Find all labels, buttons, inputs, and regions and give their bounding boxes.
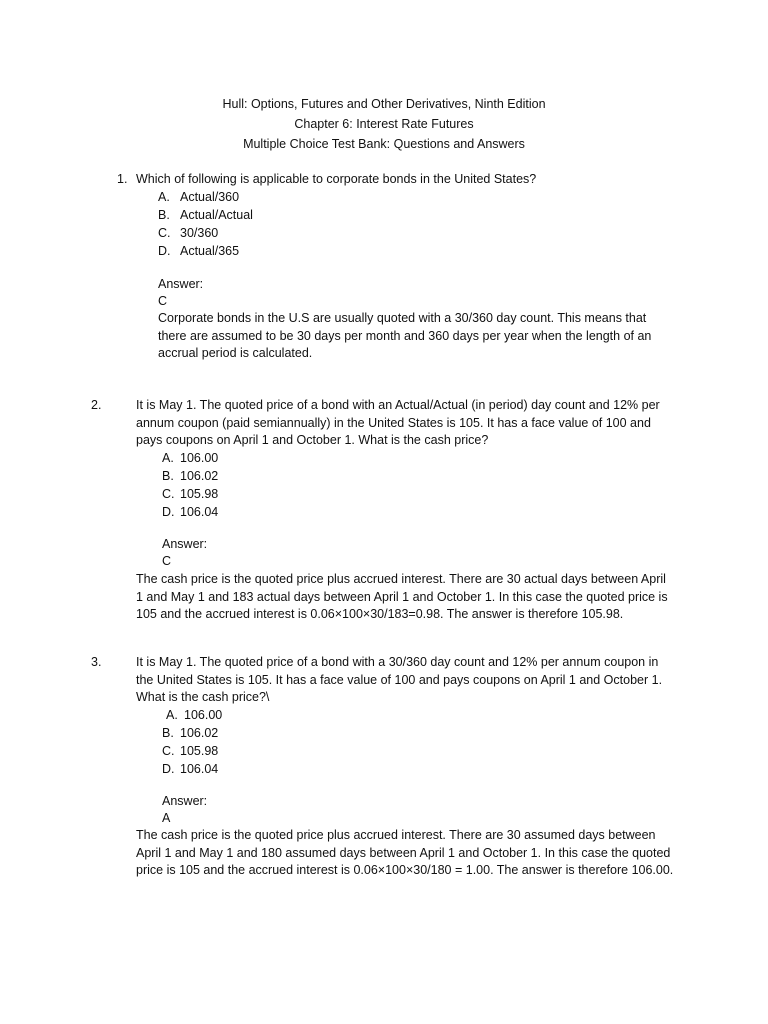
option-text: 106.02 — [180, 469, 219, 483]
option-letter: B. — [162, 726, 174, 740]
option-text: 30/360 — [180, 226, 219, 240]
option-letter: A. — [162, 451, 174, 465]
option-a — [158, 188, 253, 206]
option-d — [162, 760, 222, 778]
book-title: Hull: Options, Futures and Other Derivatives, Ninth Edition — [222, 97, 546, 111]
explanation-line: there are assumed to be 30 days per month and 360 days per year when the length of an — [158, 328, 652, 343]
option-text: Actual/Actual — [180, 208, 253, 222]
option-text: Actual/365 — [180, 244, 240, 258]
explanation-line: Corporate bonds in the U.S are usually quoted with a 30/360 day count. This means that — [158, 311, 647, 325]
explanation-line: accrual period is calculated. — [158, 346, 313, 360]
option-letter: D. — [162, 762, 175, 776]
option-d — [162, 503, 218, 521]
explanation — [136, 827, 673, 880]
option-letter: C. — [162, 744, 175, 758]
explanation-line: 1 and May 1 and 183 actual days between April 1 and October 1. In this case the quoted price is — [136, 589, 668, 604]
option-letter: C. — [158, 226, 171, 240]
option-letter: C. — [162, 487, 175, 501]
stem-line: It is May 1. The quoted price of a bond with a 30/360 day count and 12% per annum coupon in — [136, 655, 659, 669]
option-text: 106.04 — [180, 505, 219, 519]
option-text: 105.98 — [180, 487, 219, 501]
question-stem — [136, 171, 536, 189]
answer-label: Answer: A — [162, 794, 208, 825]
answer-label: Answer: C — [158, 277, 204, 308]
stem-line: Which of following is applicable to corporate bonds in the United States? — [136, 172, 537, 186]
question-stem — [136, 397, 660, 450]
option-b — [158, 206, 253, 224]
stem-line: the United States is 105. It has a face value of 100 and pays coupons on April 1 and October 1. — [136, 672, 663, 687]
explanation-line: April 1 and May 1 and 180 assumed days between April 1 and October 1. In this case the quoted — [136, 845, 671, 860]
stem-line: It is May 1. The quoted price of a bond with an Actual/Actual (in period) day count and 12% per — [136, 398, 660, 412]
test-bank-title: Multiple Choice Test Bank: Questions and Answers — [243, 137, 525, 151]
answer-label: Answer: C — [162, 537, 208, 568]
option-b — [162, 467, 218, 485]
option-b — [162, 724, 222, 742]
option-a — [166, 706, 222, 724]
option-text: 105.98 — [180, 744, 219, 758]
options-list — [162, 706, 222, 778]
stem-line: What is the cash price?\ — [136, 690, 270, 704]
document-header — [0, 94, 768, 154]
question-number: 1. — [117, 172, 128, 186]
option-text: 106.02 — [180, 726, 219, 740]
option-letter: A. — [158, 190, 170, 204]
option-c — [162, 485, 218, 503]
explanation-line: The cash price is the quoted price plus accrued interest. There are 30 assumed days between — [136, 828, 656, 842]
stem-line: annum coupon (paid semiannually) in the United States is 105. It has a face value of 100 and — [136, 415, 651, 430]
option-text: Actual/360 — [180, 190, 240, 204]
options-list — [158, 188, 253, 260]
option-letter: B. — [162, 469, 174, 483]
option-text: 106.00 — [184, 708, 223, 722]
option-c — [162, 742, 222, 760]
stem-line: pays coupons on April 1 and October 1. What is the cash price? — [136, 433, 489, 447]
option-letter: A. — [166, 708, 178, 722]
question-number: 2. — [91, 398, 102, 412]
option-text: 106.00 — [180, 451, 219, 465]
explanation — [158, 310, 651, 363]
option-d — [158, 242, 253, 260]
options-list — [162, 449, 218, 521]
explanation-line: price is 105 and the accrued interest is 0.06×100×30/180 = 1.00. The answer is therefore 106.00. — [136, 863, 674, 877]
option-letter: B. — [158, 208, 170, 222]
question-number: 3. — [91, 655, 102, 669]
explanation — [136, 571, 668, 624]
option-text: 106.04 — [180, 762, 219, 776]
option-letter: D. — [162, 505, 175, 519]
option-a — [162, 449, 218, 467]
question-stem — [136, 654, 662, 707]
explanation-line: 105 and the accrued interest is 0.06×100×30/183=0.98. The answer is therefore 105.98. — [136, 607, 624, 621]
chapter-title: Chapter 6: Interest Rate Futures — [294, 117, 474, 131]
option-c — [158, 224, 253, 242]
option-letter: D. — [158, 244, 171, 258]
explanation-line: The cash price is the quoted price plus accrued interest. There are 30 actual days between April — [136, 572, 666, 586]
